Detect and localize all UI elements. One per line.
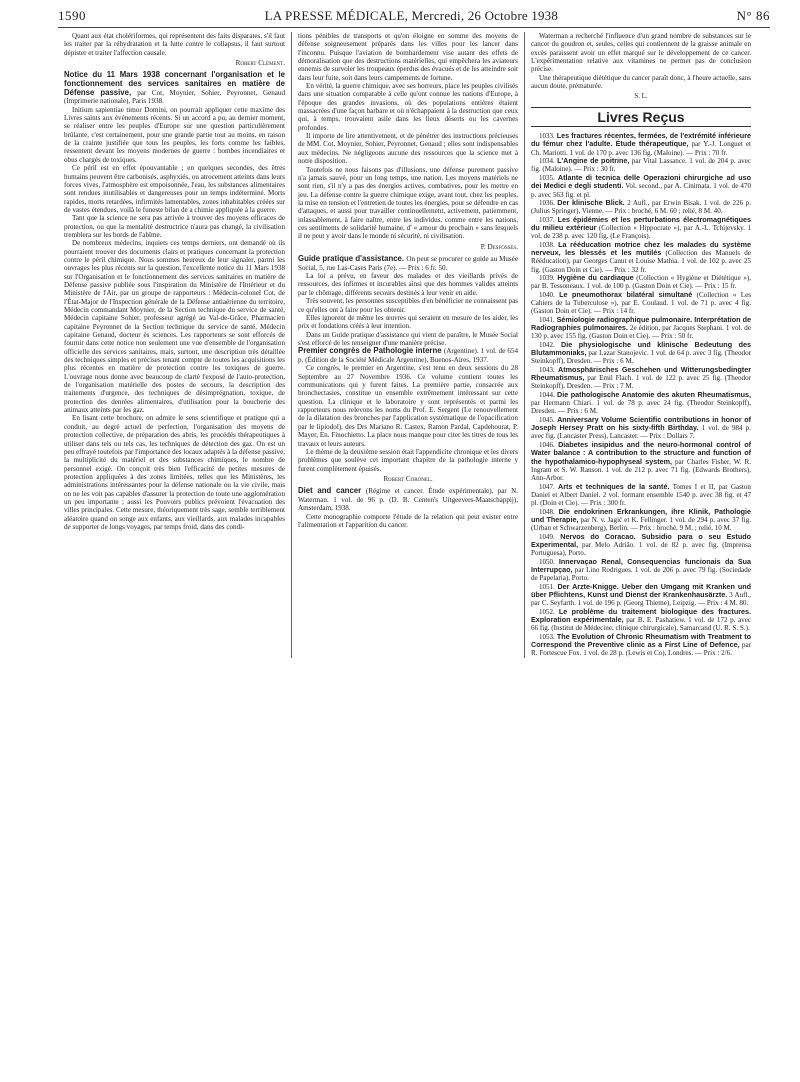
paragraph: Tant que la science ne sera pas arrivée à trouver des moyens efficaces de protection, ou que la mentalité destructrice n'aura pas changé, la civilisation tremblera sur les bords de l'abîme. xyxy=(64,214,285,239)
book-details: par Hermann Chiari. 1 vol. de 78 p. avec 24 fig. (Theodor Steinkopff), Dresden. — Prix : 6 M. xyxy=(531,399,751,416)
notice-title: Notice du 11 Mars 1938 concernant l'organisation et le fonctionnement des services sanitaires en matière de Défense passive, xyxy=(64,70,285,97)
diet-title: Diet and cancer xyxy=(298,486,362,496)
paragraph: Ce congrès, le premier en Argentine, s'est tenu en deux sessions du 28 Septembre au 27 Novembre 1936. Ce volume contient toutes les communications qui y furent faites. La première partie, consacrée aux bronchectasies, constitue un ensemble extrêmement intéressant sur cette question. La clinique et le laboratoire y sont représentés et parmi les rapporteurs nous relevons les noms du Prof. E. Sergent (Le renouvellement de la dilatation des bronches par l'application systématique de l'opacification par le lipiodol), des Drs Mariano R. Castex, Ramon Pardal, Capdehourat, P. Mayer, En. Finochietto. La place nous manque pour citer les titres de tous les travaux et leurs auteurs. xyxy=(298,364,518,448)
paragraph: De nombreux médecins, inquiets ces temps derniers, ont demandé où ils pourraient trouver des documents clairs et pratiques concernant la protection contre le péril chimique. Nous sommes heureux de leur signaler, parmi les ouvrages les plus récents sur la question, l'excellente notice du 11 Mars 1938 sur l'Organisation et le fonctionnement des services sanitaires en matière de Défense passive publiée sous l'inspiration du Ministère de l'Intérieur et du Ministère de l'Air, par un groupe de rapporteurs : Médecin-colonel Cot, de l'État-Major de l'Inspection générale de la Défense antiaérienne du territoire, Médecin commandant Moynier, de la Section technique du service de santé, Médecin capitaine Sohier, professeur agrégé au Val-de-Grâce, Pharmacien capitaine Peyronnet de la Section technique du service de santé, Médecin capitaine Genaud, docteur ès sciences. Les rapporteurs se sont efforcés de fournir dans cette notice non seulement une vue d'ensemble de l'organisation officielle des services sanitaires, mais, surtout, une description très détaillée des techniques simples et précises tenant compte de toutes les acquisitions les plus récentes en matière de protection contre les toxiques de guerre. L'ouvrage nous donne avec beaucoup de clarté l'exposé de l'auto-protection, de l'organisation matérielle des postes de secours, la description des traitements d'urgence, des techniques de désimprégnation, toxique, de protection des denrées alimentaires, d'utilisation pour la boucherie des animaux atteints par les gaz. xyxy=(64,239,285,415)
book-title: The Evolution of Chronic Rheumatism with Treatment to Correspond the Preventive clinic as a First Line of Defence, xyxy=(531,631,752,650)
book-number: 1050. xyxy=(539,557,559,566)
book-number: 1053. xyxy=(539,632,557,641)
book-title: Die pathologische Anatomie des akuten Rheumatismus, xyxy=(557,389,751,399)
book-details: 2e édition, par Jacques Stephani. 1 vol. de 130 p. avec 155 fig. (Gaston Doin et Cie). — Prix : 50 fr. xyxy=(531,324,752,341)
signature: Robert Coronel. xyxy=(383,474,433,483)
book-details: par Y.-J. Longuet et Ch. Mariotti. 1 vol. de 170 p. avec 136 fig. (Maloine). — Prix : 70 fr. xyxy=(531,140,751,157)
book-title: Le problème du traitement biologique des fractures. Exploration expérimentale, xyxy=(531,606,751,625)
book-details: 2 Aufl., par Erwin Bisak. 1 vol. de 226 p. (Julius Springer), Vienne. — Prix : broché, 6 M. 60 ; relié, 8 M. 40. xyxy=(531,198,752,216)
book-number: 1038. xyxy=(539,240,559,249)
signature: Robert Clément. xyxy=(235,59,285,68)
book-number: 1036. xyxy=(539,198,558,207)
paragraph: Initium sapientiae timor Domini, on pourrait appliquer cette maxime des Livres saints aux événements récents. Si un accord a pu, au dernier moment, se réaliser entre les peuples d'Europe sur une question particulièrement brûlante, c'est certainement, pour une grande partie tout au moins, en raison de la crainte justifiée que tous les peuples, les forts comme les faibles, ressentent devant les moyens modernes de guerre : bombes incendiaires et obus chargés de toxiques. xyxy=(64,105,285,164)
book-details: par B. E. Pashatiew. 1 vol. de 172 p. avec 66 fig. (Institut de Médecine, clinique chirurgicale), Samarcand (U. R. S. S.). xyxy=(531,616,751,633)
book-title: Arts et techniques de la santé. xyxy=(558,481,670,491)
book-title: Atlante di tecnica delle Operazioni chirurgiche ad uso dei Medici e degli studenti. xyxy=(531,172,752,191)
book-details: (Collection « Hippocrate »), par A.-L. Tchijevsky. 1 vol. de 238 p. avec 120 fig. (Le François). xyxy=(531,223,751,241)
guide-meta: On peut se procurer ce guide au Musée Social, 5, rue Las-Cases Paris (7e). — Prix : 6 fr. 50. xyxy=(298,254,518,272)
book-entry xyxy=(531,533,751,558)
book-number: 1039. xyxy=(539,273,558,282)
intro-paragraph: Quant aux état cholériformes, qui représentent des faits disparates, s'il faut les traiter par la réhydratation et la lutte contre le collapsus, il faut surtout dépister et traiter l'affection causale. xyxy=(64,32,285,57)
book-entry xyxy=(531,199,751,216)
book-details: par Lazar Stanojevic. 1 vol. de 64 p. avec 3 fig. (Theodor Steinkopff), Dresden. — Prix : 6 M. xyxy=(531,349,751,366)
book-title: Diabetes insipidus and the neuro-hormonal control of Water balance : A contribution to the structure and function of the hypothalamico-hypophyseal system, xyxy=(531,439,752,466)
paragraph: Waterman a recherché l'influence d'un grand nombre de substances sur le cancer du goudron et, seules, celles qui contiennent de la graisse animale en excès paraissent avoir un effet marqué sur le développement de ce cancer. L'expérimentation relative aux vitamines ne permet pas de conclusion précise. xyxy=(531,32,751,74)
congres-meta: (Argentine). 1 vol. de 654 p. (Édition de la Société Médicale Argentine), Buenos-Aires, 1937. xyxy=(298,347,518,364)
paragraph: En vérité, la guerre chimique, avec ses horreurs, place les peuples civilisés dans une situation comparable à celle qu'ont connue les nations d'Europe, à l'époque des grandes invasions, où des populations entières étaient massacrées d'une façon barbare et où n'échappaient à la destruction que ceux qui, à temps, trouvaient asile dans les lieux déserts ou les cavernes profondes. xyxy=(298,82,518,132)
book-title: Les fractures récentes, fermées, de l'extrémité inférieure du fémur chez l'adulte. Étude thérapeutique, xyxy=(531,131,751,149)
book-entry xyxy=(531,216,751,241)
signature: P. Desfosses. xyxy=(480,242,518,251)
book-entry xyxy=(531,366,751,391)
paragraph: Ce péril est en effet épouvantable ; en quelques secondes, des êtres humains peuvent être carbonisés, asphyxiés, ou atrocement atteints dans leurs forces vives, l'atmosphère est empoisonnée, l'eau, les substances alimentaires sont rendues inutilisables et dangereuses pour un temps indéterminé. Morts rapides, morts retardées, infirmités lamentables, zones inhabitables créées sur de vastes étendues, voilà le funeste bilan de a chimie appliquée à la guerre. xyxy=(64,164,285,214)
book-number: 1034. xyxy=(539,157,558,166)
book-entry xyxy=(531,174,751,199)
book-title: Sémiologie radiographique pulmonaire. Interprétation de Radiographies pulmonaires. xyxy=(531,314,752,332)
book-details: par Emil Flach. 1 vol. de 122 p. avec 25 fig. (Theodor Steinkopff), Dresden. — Prix : 7 M. xyxy=(531,374,751,391)
section-title: Livres Reçus xyxy=(531,107,751,127)
article-title xyxy=(298,347,518,364)
book-number: 1048. xyxy=(539,507,559,516)
book-number: 1045. xyxy=(539,415,558,424)
paragraph: tions pénibles de transports et qu'on éloigne en somme des moyens de défense soigneusement préparés dans les villes pour les lancer dans l'inconnu. Puisque l'aviation de bombardement vise autant des effets de démoralisation que des destructions matérielles, qui empêchera les aviateurs ennemis de survoler les troupeaux éperdus des évacués et de les atteindre soit dans leur fuite, soit dans leurs campements de fortune. xyxy=(298,32,518,82)
page-number-left: 1590 xyxy=(58,8,86,23)
book-number: 1052. xyxy=(539,607,559,616)
column-2 xyxy=(291,32,524,658)
book-title: Innervaçao Renal, Consequencias funcionais da Sua Interrupçao, xyxy=(531,556,752,574)
book-details: par N. v. Jagić et K. Fellinger. 1 vol. de 294 p. avec 37 fig. (Urban et Schwarzenberg), Berlin. — Prix : broché, 9 M. ; relié, 10 M. xyxy=(531,515,752,533)
notice-meta: par Cot, Moynier, Sohier, Peyronnet, Genaud (Imprimerie nationale), Paris 1938. xyxy=(64,88,286,106)
book-details: 3 Aufl., par C. Seyfarth. 1 vol. de 196 p. (Georg Thieme), Leipzig. — Prix : 4 M. 80. xyxy=(531,591,751,608)
book-list xyxy=(531,132,751,658)
book-number: 1040. xyxy=(539,290,560,299)
book-title: Nervos do Coracao. Subsidio para o seu Estudo Experimental, xyxy=(531,531,751,549)
book-entry xyxy=(531,633,751,658)
book-details: (Collection « Hygiène et Diététique »), par B. Tessoneaux. 1 vol. de 100 p. (Gaston Doin et Cie). — Prix : 15 fr. xyxy=(531,273,751,291)
issue-number: N° 86 xyxy=(736,8,770,23)
book-entry xyxy=(531,441,751,483)
journal-title: LA PRESSE MÉDICALE, Mercredi, 26 Octobre 1938 xyxy=(264,8,559,23)
article-title xyxy=(298,255,518,272)
book-title: Der Arzte-Knigge. Ueber den Umgang mit Kranken und über Pflichtens, Kunst und Dienst der Krankenhausärzte. xyxy=(531,581,752,599)
book-details: Vol. second., par A. Cinimata. 1 vol. de 470 p. avec 563 fig. et pl. xyxy=(531,182,751,199)
book-entry xyxy=(531,341,751,366)
book-entry xyxy=(531,583,751,608)
paragraph: Une thérapeutique diététique du cancer paraît donc, à l'heure actuelle, sans aucun doute, prématurée. xyxy=(531,73,751,91)
book-details: par Melo Adrião. 1 vol. de 82 p. avec fig. (Imprensa Portuguesa), Porto. xyxy=(531,540,751,558)
congres-title: Premier congrès de Pathologie interne xyxy=(298,346,442,356)
paragraph: Le thème de la deuxième session était l'appendicite chronique et les divers problèmes que soulève cet important chapitre de la pathologie interne y furent complètement épuisés. xyxy=(298,447,518,473)
book-entry xyxy=(531,291,751,316)
signature: S. L. xyxy=(634,92,648,101)
book-title: Anniversary Volume Scientific contributions in honor of Joseph Hersey Pratt on his sixty-fifth Birthday. xyxy=(531,414,751,433)
book-number: 1041. xyxy=(539,315,557,324)
book-number: 1046. xyxy=(539,440,559,449)
book-title: Hygiène du cardiaque xyxy=(557,272,634,282)
book-entry xyxy=(531,132,751,157)
book-entry xyxy=(531,241,751,274)
column-1 xyxy=(58,32,291,658)
book-details: Tomes I et II, par Gaston Daniel et Albert Daniel. 2 vol. formant ensemble 1540 p. avec 38 fig. et 47 pl. (Doin et Cie). — Prix : 300 fr. xyxy=(531,482,751,508)
book-details: 1 vol. de 984 p. avec fig. (Lancaster Press), Lancaster. — Prix : Dollars 7. xyxy=(531,424,751,441)
paragraph: Cette monographie comporte l'étude de la relation qui peut exister entre l'alimentation et l'apparition du cancer. xyxy=(298,513,518,530)
book-details: (Collection des Manuels de Rééducation), par Georges Canut et Louise Mathia. 1 vol. de 102 p. avec 25 fig. (Gaston Doin et Cie). — Prix : 32 fr. xyxy=(531,248,752,274)
article-title xyxy=(298,487,518,513)
book-details: par R. Fortescue Fox. 1 vol. de 28 p. (Lewis et Co), Londres. — Prix : 2/6. xyxy=(531,641,751,658)
diet-meta: (Régime et cancer. Étude expérimentale), par N. Waterman. 1 vol. de 96 p. (D. B. Centen's Uitgeevers-Maatschappij), Amsterdam, 1938. xyxy=(298,487,518,513)
book-number: 1035. xyxy=(539,173,558,182)
book-title: Der klinische Blick. xyxy=(557,197,625,207)
book-number: 1043. xyxy=(539,365,559,374)
guide-title: Guide pratique d'assistance. xyxy=(298,253,405,263)
paragraph: Toutefois ne nous faisons pas d'illusions, une défense purement passive n'a jamais sauvé, pour un long temps, une nation. Les moyens matériels ne sont rien, s'il n'y a pas des énergies actives, combatives, pour les mettre en jeu. La défense contre la guerre chimique exige, avant tout, chez les peuples, la mise en tension et l'entretien de toutes les énergies, pour se défendre en cas d'attaques, et aussi pour travailler continuellement, activement, patiemment, inlassablement, à faire naître, entre les individus, comme entre les nations, ces sentiments de solidarité humaine, d' « amour du prochain » sans lesquels il ne peut y avoir dans le monde ni sécurité, ni civilisation. xyxy=(298,165,518,241)
book-details: par Vital Lassance. 1 vol. de 204 p. avec fig. (Maloine). — Prix : 30 fr. xyxy=(531,157,752,174)
book-details: par Lino Rodrigues. 1 vol. de 206 p. avec 79 fig. (Sociedade de Papelaria), Porto. xyxy=(531,565,751,583)
book-entry xyxy=(531,608,751,633)
book-number: 1033. xyxy=(539,132,557,141)
book-entry xyxy=(531,316,751,341)
book-entry xyxy=(531,157,751,174)
column-3 xyxy=(524,32,757,658)
book-number: 1051. xyxy=(539,582,558,591)
book-number: 1044. xyxy=(539,390,558,399)
book-title: Die physiologische und klinische Bedeutung des Blutammoniaks, xyxy=(531,339,751,358)
paragraph: Il importe de lire attentivement, et de pénétrer des instructions précieuses de MM. Cot, Moynier, Sohier, Peyronnet, Genaud ; elles sont indispensables aux médecins. Ne négligeons aucune des ressources que la science met à notre disposition. xyxy=(298,132,518,166)
book-number: 1037. xyxy=(539,215,558,224)
book-details: par Charles Fisher, W. R. Ingram et S. W. Ranson. 1 vol. de 212 p. avec 71 fig. (Edwards Brothers), Ann-Arbor. xyxy=(531,457,751,483)
article-title xyxy=(64,71,285,105)
book-title: La rééducation motrice chez les malades du système nerveux, les blessés et les mutilés xyxy=(531,239,752,257)
book-entry xyxy=(531,483,751,508)
paragraph: Dans un Guide pratique d'assistance qui vient de paraître, le Musée Social s'est efforcé de les renseigner d'une manière précise. xyxy=(298,330,518,347)
paragraph: La loi a prévu, en faveur des malades et des vieillards privés de ressources, des infirmes et incurables ainsi que des hommes valides atteints par le chômage, différents secours destinés à leur venir en aide. xyxy=(298,272,518,297)
book-title: Die endokrinen Erkrankungen, ihre Klinik, Pathologie und Therapie, xyxy=(531,506,751,524)
book-entry xyxy=(531,274,751,291)
book-number: 1049. xyxy=(539,532,561,541)
book-title: Atmosphärisches Geschehen und Witterungsbedingter Rheumatismus, xyxy=(531,364,751,383)
book-entry xyxy=(531,558,751,583)
book-number: 1042. xyxy=(539,340,562,349)
paragraph: En lisant cette brochure, on admire le sens scientifique et pratique qui a conduit, au degré actuel de perfection, l'organisation des moyens de protection collective, de préparation des abris, les procédés thérapeutiques à utiliser dans tels ou tels cas, les techniques de détection des gaz. On est un peu effrayé toutefois par l'importance des locaux adaptés à la défense passive, la multiplicité du matériel et des substances chimiques, le nombre de personnel exigé. On conçoit très bien l'efficacité de petites mesures de protection appliquées à des zones limitées, telles que les Ministères, les administrations intéressantes pour la défense nationale ou la vie civile, mais on ne les voit pas capables d'assurer la protection de toute une agglomération un peu importante ; aussi les Pouvoirs publics prévoient l'évacuation des villes principales. Cette mesure, théoriquement très sage, semble terriblement aléatoire quand on songe aux enfants, aux vieillards, aux malades incapables de supporter de longs voyages, par temps froid, dans des condi- xyxy=(64,414,285,531)
book-title: Le pneumothorax bilatéral simultané xyxy=(559,289,693,299)
book-entry xyxy=(531,391,751,416)
page xyxy=(58,8,770,658)
paragraph: Elles ignorent de même les œuvres qui seraient en mesure de les aider, les prix et fondations créés à leur intention. xyxy=(298,313,518,331)
page-header xyxy=(58,8,770,28)
book-details: (Collection « Les Cahiers de la Tuberculose »), par E. Coulaud. 1 vol. de 71 p. avec 4 fig. (Gaston Doin et Cie). — Prix : 14 fr. xyxy=(531,290,751,316)
paragraph: Très souvent, les personnes susceptibles d'en bénéficier ne connaissent pas ce qu'elles ont à faire pour les obtenir. xyxy=(298,297,518,314)
book-title: L'Angine de poitrine, xyxy=(557,156,630,166)
book-entry xyxy=(531,416,751,441)
book-number: 1047. xyxy=(539,482,559,491)
book-title: Les épidémies et les perturbations électromagnétiques du milieu extérieur xyxy=(531,214,751,232)
book-entry xyxy=(531,508,751,533)
